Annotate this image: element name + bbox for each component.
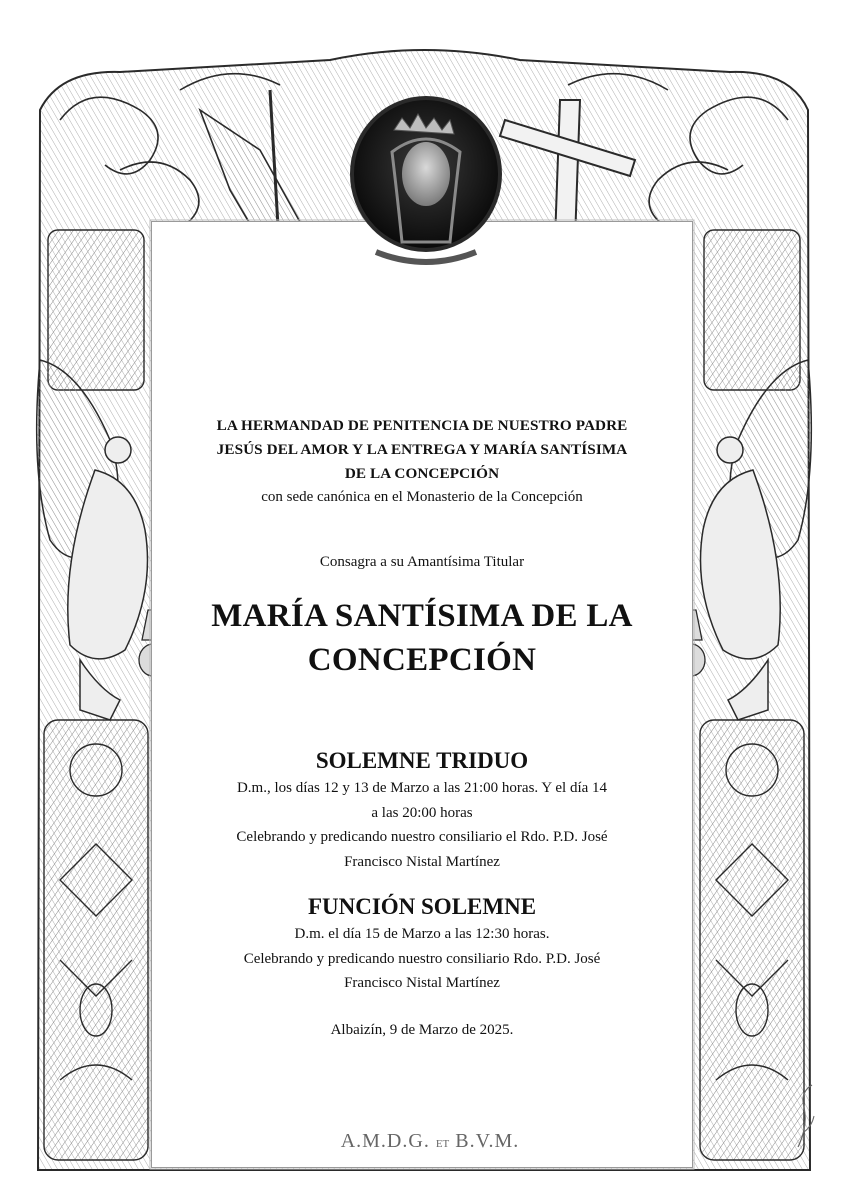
triduo-line-1: D.m., los días 12 y 13 de Marzo a las 21:00 horas. Y el día 14 (236, 780, 608, 796)
date-line: Albaizín, 9 de Marzo de 2025. (330, 1021, 514, 1038)
triduo-line-2: a las 20:00 horas (371, 804, 473, 821)
dedication-line: Consagra a su Amantísima Titular (319, 554, 525, 570)
triduo-line-3: Celebrando y predicando nuestro consiliario el Rdo. P.D. José (236, 829, 608, 845)
virgin-medallion (346, 92, 506, 272)
brotherhood-name (152, 414, 692, 486)
amdg-inscription (330, 1130, 530, 1153)
triduo-heading: SOLEMNE TRIDUO (315, 748, 529, 773)
funcion-details (152, 922, 692, 996)
titular-line-2: CONCEPCIÓN (307, 642, 537, 678)
funcion-line-2: Celebrando y predicando nuestro consiliario Rdo. P.D. José (243, 950, 601, 967)
invitation-content (152, 404, 692, 1040)
amdg-et: ET (435, 1138, 450, 1150)
triduo-line-4: Francisco Nistal Martínez (344, 853, 500, 870)
canonical-seat: con sede canónica en el Monasterio de la Concepción (261, 489, 583, 505)
amdg-text: A.M.D.G. (340, 1130, 430, 1152)
brotherhood-line-2: JESÚS DEL AMOR Y LA ENTREGA Y MARÍA SANTÍSIMA (216, 441, 628, 458)
brotherhood-line-1: LA HERMANDAD DE PENITENCIA DE NUESTRO PADRE (216, 417, 628, 434)
funcion-line-3: Francisco Nistal Martínez (344, 975, 500, 991)
titular-name (152, 594, 692, 682)
triduo-details (152, 776, 692, 874)
artist-signature (790, 1082, 820, 1152)
funcion-heading: FUNCIÓN SOLEMNE (307, 894, 537, 919)
brotherhood-line-3: DE LA CONCEPCIÓN (344, 465, 500, 482)
funcion-line-1: D.m. el día 15 de Marzo a las 12:30 horas. (294, 926, 550, 942)
titular-line-1: MARÍA SANTÍSIMA DE LA (211, 598, 633, 634)
bvm-text: B.V.M. (455, 1130, 520, 1152)
